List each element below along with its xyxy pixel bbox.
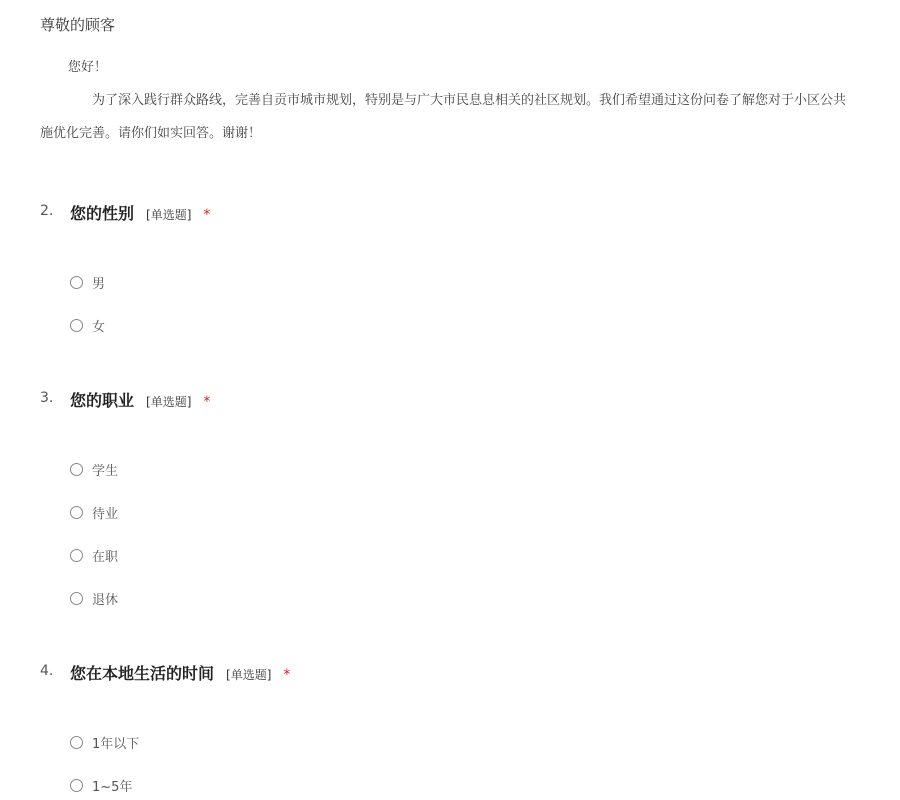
option-label: 女: [92, 319, 106, 335]
radio-button[interactable]: [70, 592, 83, 605]
question-title: 您的职业: [70, 391, 135, 410]
intro-heading: 尊敬的顾客: [40, 16, 116, 34]
required-mark: *: [203, 207, 211, 223]
question-number: 2.: [40, 203, 54, 219]
option-label: 1年以下: [92, 736, 140, 752]
intro-greeting: 您好！: [68, 60, 108, 75]
option-under-1-year[interactable]: [70, 733, 139, 751]
option-employed[interactable]: [70, 546, 118, 564]
option-unemployed[interactable]: [70, 503, 118, 521]
option-label: 在职: [92, 549, 119, 565]
option-label: 退休: [92, 592, 119, 608]
option-student[interactable]: [70, 460, 118, 478]
option-label: 学生: [92, 463, 119, 479]
radio-button[interactable]: [70, 276, 83, 289]
question-number: 3.: [40, 390, 54, 406]
option-label: 1~5年: [92, 779, 133, 795]
question-type-label: [单选题]: [146, 208, 192, 222]
option-label: 待业: [92, 506, 119, 522]
radio-button[interactable]: [70, 736, 83, 749]
radio-button[interactable]: [70, 319, 83, 332]
intro-body-line-2: 施优化完善。请你们如实回答。谢谢！: [40, 126, 262, 141]
question-number: 4.: [40, 663, 54, 679]
option-female[interactable]: [70, 316, 105, 334]
radio-button[interactable]: [70, 549, 83, 562]
required-mark: *: [203, 394, 211, 410]
radio-button[interactable]: [70, 463, 83, 476]
option-male[interactable]: [70, 273, 105, 291]
required-mark: *: [283, 667, 291, 683]
question-type-label: [单选题]: [146, 395, 192, 409]
intro-body-line-1: 为了深入践行群众路线，完善自贡市城市规划，特别是与广大市民息息相关的社区规划。我们希望通过这份问卷了解您对于小区公共: [92, 93, 847, 108]
radio-button[interactable]: [70, 779, 83, 792]
question-type-label: [单选题]: [226, 668, 272, 682]
question-title: 您的性别: [70, 204, 135, 223]
option-retired[interactable]: [70, 589, 118, 607]
radio-button[interactable]: [70, 506, 83, 519]
option-1-to-5-years[interactable]: [70, 776, 132, 794]
question-title: 您在本地生活的时间: [70, 664, 215, 683]
option-label: 男: [92, 276, 106, 292]
